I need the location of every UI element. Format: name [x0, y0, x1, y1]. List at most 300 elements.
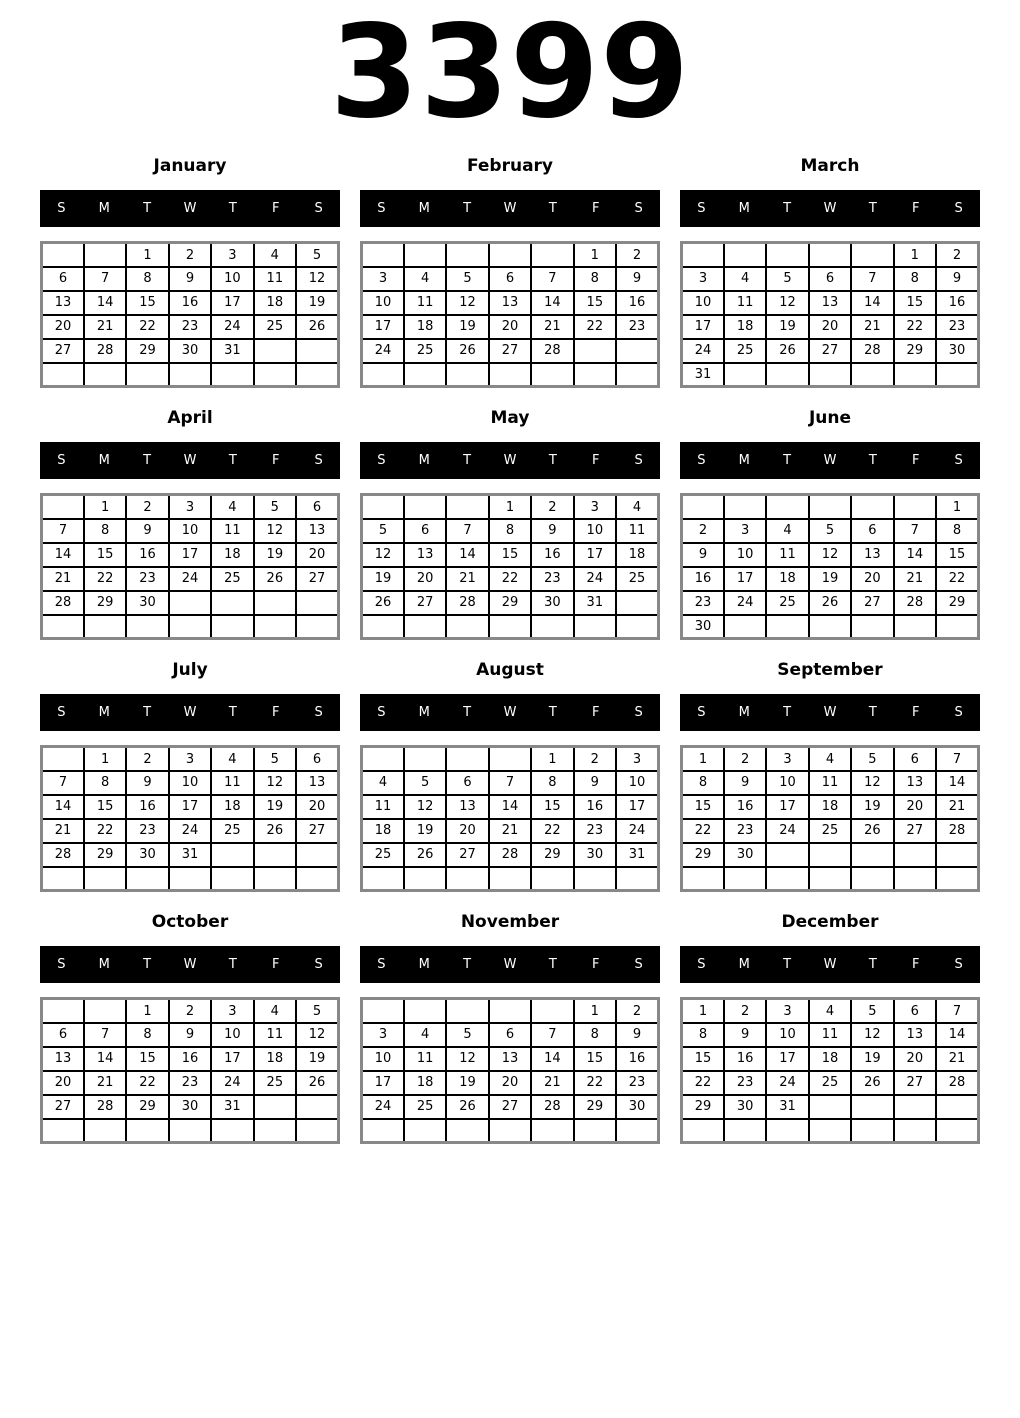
- week-row: [682, 315, 979, 339]
- weekday-label: W: [823, 705, 837, 721]
- day-cell: 6: [489, 1023, 531, 1047]
- week-row: [362, 615, 659, 639]
- weekday-label: T: [783, 453, 792, 469]
- day-cell: 4: [211, 747, 253, 771]
- day-cell: 9: [126, 771, 168, 795]
- weekday-label: S: [314, 453, 323, 469]
- weekday-label: F: [911, 957, 920, 973]
- day-cell: 30: [724, 843, 766, 867]
- day-cell: 24: [211, 1071, 253, 1095]
- months-grid: [0, 156, 1020, 1144]
- day-cell: 1: [574, 243, 616, 267]
- empty-day-cell: [362, 1119, 404, 1143]
- weekday-label: T: [868, 453, 877, 469]
- weekday-label: S: [377, 705, 386, 721]
- day-cell: 23: [169, 1071, 211, 1095]
- day-cell: 17: [616, 795, 658, 819]
- day-cell: 5: [809, 519, 851, 543]
- empty-day-cell: [809, 363, 851, 387]
- weekday-label: T: [868, 957, 877, 973]
- month-december: [680, 912, 980, 1144]
- week-row: [362, 1047, 659, 1071]
- empty-day-cell: [296, 867, 338, 891]
- day-cell: 30: [724, 1095, 766, 1119]
- day-cell: 14: [84, 1047, 126, 1071]
- week-row: [362, 519, 659, 543]
- day-cell: 11: [766, 543, 808, 567]
- weekday-label: S: [697, 201, 706, 217]
- weekday-header-row: [360, 946, 660, 983]
- day-cell: 8: [531, 771, 573, 795]
- empty-day-cell: [766, 363, 808, 387]
- day-cell: 15: [84, 543, 126, 567]
- week-row: [42, 795, 339, 819]
- day-cell: 23: [724, 1071, 766, 1095]
- day-cell: 25: [362, 843, 404, 867]
- weekday-label: T: [868, 201, 877, 217]
- day-cell: 3: [766, 999, 808, 1023]
- day-cell: 16: [936, 291, 978, 315]
- day-cell: 10: [574, 519, 616, 543]
- weekday-label: T: [463, 453, 472, 469]
- weekday-label: S: [634, 201, 643, 217]
- empty-day-cell: [894, 363, 936, 387]
- month-title: March: [800, 156, 860, 177]
- weekday-label: S: [634, 957, 643, 973]
- month-title: September: [777, 660, 883, 681]
- day-cell: 18: [362, 819, 404, 843]
- day-cell: 24: [169, 567, 211, 591]
- weekday-label: M: [738, 705, 750, 721]
- empty-day-cell: [84, 615, 126, 639]
- month-day-grid: [360, 997, 660, 1144]
- day-cell: 23: [616, 315, 658, 339]
- day-cell: 11: [211, 771, 253, 795]
- month-title: November: [460, 912, 560, 933]
- weekday-label: T: [463, 957, 472, 973]
- day-cell: 18: [211, 795, 253, 819]
- day-cell: 10: [169, 519, 211, 543]
- weekday-label: T: [868, 705, 877, 721]
- empty-day-cell: [254, 867, 296, 891]
- weekday-label: T: [143, 957, 152, 973]
- day-cell: 12: [254, 771, 296, 795]
- empty-day-cell: [851, 615, 893, 639]
- week-row: [42, 243, 339, 267]
- week-row: [42, 339, 339, 363]
- month-day-grid: [680, 493, 980, 640]
- day-cell: 6: [851, 519, 893, 543]
- week-row: [42, 999, 339, 1023]
- week-row: [42, 543, 339, 567]
- empty-day-cell: [809, 495, 851, 519]
- empty-day-cell: [574, 615, 616, 639]
- empty-day-cell: [851, 495, 893, 519]
- day-cell: 20: [489, 315, 531, 339]
- day-cell: 8: [489, 519, 531, 543]
- day-cell: 14: [851, 291, 893, 315]
- day-cell: 29: [682, 1095, 724, 1119]
- day-cell: 20: [296, 795, 338, 819]
- day-cell: 4: [766, 519, 808, 543]
- weekday-label: T: [228, 201, 237, 217]
- empty-day-cell: [362, 615, 404, 639]
- empty-day-cell: [296, 1095, 338, 1119]
- day-cell: 30: [126, 591, 168, 615]
- empty-day-cell: [42, 363, 84, 387]
- month-title: July: [172, 660, 208, 681]
- weekday-label: T: [228, 957, 237, 973]
- day-cell: 11: [254, 267, 296, 291]
- day-cell: 31: [682, 363, 724, 387]
- day-cell: 27: [809, 339, 851, 363]
- day-cell: 13: [404, 543, 446, 567]
- empty-day-cell: [42, 867, 84, 891]
- day-cell: 2: [936, 243, 978, 267]
- weekday-label: W: [503, 957, 517, 973]
- month-day-grid: [40, 745, 340, 892]
- day-cell: 20: [42, 315, 84, 339]
- weekday-label: S: [377, 957, 386, 973]
- empty-day-cell: [211, 843, 253, 867]
- day-cell: 10: [362, 291, 404, 315]
- day-cell: 3: [574, 495, 616, 519]
- day-cell: 22: [126, 1071, 168, 1095]
- weekday-label: W: [503, 453, 517, 469]
- day-cell: 17: [766, 795, 808, 819]
- day-cell: 25: [211, 567, 253, 591]
- day-cell: 15: [936, 543, 978, 567]
- day-cell: 27: [404, 591, 446, 615]
- day-cell: 22: [126, 315, 168, 339]
- empty-day-cell: [254, 843, 296, 867]
- weekday-label: T: [143, 453, 152, 469]
- day-cell: 19: [809, 567, 851, 591]
- empty-day-cell: [766, 243, 808, 267]
- weekday-label: T: [463, 705, 472, 721]
- empty-day-cell: [84, 867, 126, 891]
- month-february: [360, 156, 660, 388]
- weekday-label: F: [271, 957, 280, 973]
- week-row: [362, 867, 659, 891]
- day-cell: 5: [851, 747, 893, 771]
- empty-day-cell: [489, 1119, 531, 1143]
- empty-day-cell: [851, 1119, 893, 1143]
- week-row: [362, 747, 659, 771]
- weekday-label: W: [183, 453, 197, 469]
- day-cell: 11: [362, 795, 404, 819]
- empty-day-cell: [616, 363, 658, 387]
- day-cell: 19: [851, 795, 893, 819]
- weekday-label: F: [591, 705, 600, 721]
- day-cell: 2: [724, 747, 766, 771]
- weekday-label: T: [463, 201, 472, 217]
- day-cell: 26: [851, 1071, 893, 1095]
- day-cell: 8: [84, 771, 126, 795]
- day-cell: 17: [169, 795, 211, 819]
- empty-day-cell: [84, 243, 126, 267]
- weekday-label: M: [738, 453, 750, 469]
- day-cell: 7: [936, 999, 978, 1023]
- day-cell: 5: [446, 267, 488, 291]
- day-cell: 26: [254, 567, 296, 591]
- week-row: [42, 315, 339, 339]
- day-cell: 11: [404, 1047, 446, 1071]
- day-cell: 10: [616, 771, 658, 795]
- day-cell: 19: [296, 1047, 338, 1071]
- day-cell: 1: [489, 495, 531, 519]
- empty-day-cell: [296, 591, 338, 615]
- month-day-grid: [360, 493, 660, 640]
- weekday-label: T: [783, 957, 792, 973]
- empty-day-cell: [724, 243, 766, 267]
- empty-day-cell: [404, 615, 446, 639]
- weekday-label: S: [377, 453, 386, 469]
- weekday-label: M: [418, 201, 430, 217]
- weekday-header-row: [360, 442, 660, 479]
- day-cell: 12: [296, 267, 338, 291]
- empty-day-cell: [616, 1119, 658, 1143]
- day-cell: 26: [254, 819, 296, 843]
- day-cell: 12: [404, 795, 446, 819]
- day-cell: 13: [894, 771, 936, 795]
- month-title: August: [476, 660, 544, 681]
- empty-day-cell: [851, 1095, 893, 1119]
- day-cell: 24: [766, 1071, 808, 1095]
- day-cell: 1: [894, 243, 936, 267]
- day-cell: 17: [724, 567, 766, 591]
- month-october: [40, 912, 340, 1144]
- day-cell: 5: [296, 243, 338, 267]
- weekday-label: T: [783, 705, 792, 721]
- day-cell: 21: [851, 315, 893, 339]
- day-cell: 31: [766, 1095, 808, 1119]
- day-cell: 25: [766, 591, 808, 615]
- empty-day-cell: [489, 867, 531, 891]
- week-row: [42, 591, 339, 615]
- week-row: [362, 567, 659, 591]
- day-cell: 12: [446, 291, 488, 315]
- day-cell: 7: [84, 1023, 126, 1047]
- empty-day-cell: [446, 495, 488, 519]
- weekday-label: S: [314, 705, 323, 721]
- weekday-header-row: [680, 694, 980, 731]
- week-row: [42, 1119, 339, 1143]
- day-cell: 14: [894, 543, 936, 567]
- weekday-label: S: [57, 705, 66, 721]
- day-cell: 14: [936, 771, 978, 795]
- empty-day-cell: [362, 243, 404, 267]
- day-cell: 12: [362, 543, 404, 567]
- empty-day-cell: [851, 843, 893, 867]
- week-row: [682, 747, 979, 771]
- day-cell: 30: [682, 615, 724, 639]
- empty-day-cell: [894, 495, 936, 519]
- day-cell: 2: [126, 495, 168, 519]
- empty-day-cell: [446, 999, 488, 1023]
- empty-day-cell: [809, 1095, 851, 1119]
- day-cell: 28: [531, 339, 573, 363]
- day-cell: 21: [42, 819, 84, 843]
- day-cell: 11: [809, 1023, 851, 1047]
- weekday-label: M: [418, 705, 430, 721]
- empty-day-cell: [42, 615, 84, 639]
- empty-day-cell: [531, 1119, 573, 1143]
- empty-day-cell: [531, 867, 573, 891]
- week-row: [682, 999, 979, 1023]
- day-cell: 10: [724, 543, 766, 567]
- day-cell: 8: [574, 1023, 616, 1047]
- week-row: [362, 1023, 659, 1047]
- day-cell: 27: [894, 1071, 936, 1095]
- day-cell: 3: [724, 519, 766, 543]
- week-row: [682, 567, 979, 591]
- month-day-grid: [680, 241, 980, 388]
- day-cell: 25: [211, 819, 253, 843]
- weekday-label: T: [548, 957, 557, 973]
- day-cell: 29: [126, 339, 168, 363]
- day-cell: 19: [296, 291, 338, 315]
- week-row: [682, 843, 979, 867]
- empty-day-cell: [404, 363, 446, 387]
- weekday-label: M: [738, 201, 750, 217]
- year-title: 3399: [329, 0, 691, 147]
- month-day-grid: [40, 493, 340, 640]
- week-row: [42, 843, 339, 867]
- weekday-label: S: [954, 957, 963, 973]
- day-cell: 17: [682, 315, 724, 339]
- week-row: [42, 771, 339, 795]
- day-cell: 5: [296, 999, 338, 1023]
- day-cell: 15: [126, 1047, 168, 1071]
- empty-day-cell: [489, 243, 531, 267]
- day-cell: 20: [851, 567, 893, 591]
- week-row: [362, 795, 659, 819]
- empty-day-cell: [894, 1095, 936, 1119]
- day-cell: 27: [489, 339, 531, 363]
- week-row: [362, 1119, 659, 1143]
- day-cell: 21: [894, 567, 936, 591]
- day-cell: 30: [936, 339, 978, 363]
- day-cell: 9: [169, 1023, 211, 1047]
- empty-day-cell: [446, 1119, 488, 1143]
- day-cell: 21: [84, 315, 126, 339]
- day-cell: 21: [531, 1071, 573, 1095]
- weekday-label: W: [823, 453, 837, 469]
- weekday-label: S: [697, 705, 706, 721]
- day-cell: 12: [851, 1023, 893, 1047]
- empty-day-cell: [211, 591, 253, 615]
- empty-day-cell: [84, 1119, 126, 1143]
- day-cell: 30: [169, 1095, 211, 1119]
- weekday-label: F: [911, 453, 920, 469]
- day-cell: 14: [531, 1047, 573, 1071]
- weekday-label: M: [738, 957, 750, 973]
- day-cell: 5: [254, 495, 296, 519]
- day-cell: 31: [211, 339, 253, 363]
- week-row: [682, 243, 979, 267]
- day-cell: 26: [766, 339, 808, 363]
- weekday-label: S: [634, 705, 643, 721]
- empty-day-cell: [211, 363, 253, 387]
- empty-day-cell: [126, 363, 168, 387]
- day-cell: 25: [404, 339, 446, 363]
- weekday-label: M: [418, 957, 430, 973]
- empty-day-cell: [169, 591, 211, 615]
- day-cell: 7: [84, 267, 126, 291]
- empty-day-cell: [169, 867, 211, 891]
- day-cell: 23: [126, 819, 168, 843]
- empty-day-cell: [254, 363, 296, 387]
- day-cell: 27: [296, 819, 338, 843]
- empty-day-cell: [84, 363, 126, 387]
- empty-day-cell: [404, 495, 446, 519]
- empty-day-cell: [574, 363, 616, 387]
- empty-day-cell: [574, 339, 616, 363]
- day-cell: 23: [169, 315, 211, 339]
- week-row: [42, 567, 339, 591]
- weekday-label: F: [591, 957, 600, 973]
- week-row: [42, 867, 339, 891]
- day-cell: 3: [169, 747, 211, 771]
- day-cell: 20: [42, 1071, 84, 1095]
- day-cell: 9: [724, 1023, 766, 1047]
- weekday-label: S: [57, 201, 66, 217]
- week-row: [362, 291, 659, 315]
- day-cell: 4: [254, 999, 296, 1023]
- day-cell: 31: [169, 843, 211, 867]
- day-cell: 27: [489, 1095, 531, 1119]
- day-cell: 8: [682, 1023, 724, 1047]
- day-cell: 2: [126, 747, 168, 771]
- weekday-label: M: [98, 957, 110, 973]
- weekday-label: S: [57, 957, 66, 973]
- day-cell: 4: [404, 267, 446, 291]
- weekday-label: T: [548, 453, 557, 469]
- day-cell: 13: [42, 1047, 84, 1071]
- weekday-label: F: [591, 201, 600, 217]
- weekday-label: F: [911, 201, 920, 217]
- weekday-label: F: [591, 453, 600, 469]
- day-cell: 5: [446, 1023, 488, 1047]
- empty-day-cell: [296, 363, 338, 387]
- week-row: [362, 1095, 659, 1119]
- day-cell: 9: [531, 519, 573, 543]
- day-cell: 16: [126, 795, 168, 819]
- weekday-label: T: [548, 201, 557, 217]
- day-cell: 22: [936, 567, 978, 591]
- day-cell: 16: [616, 1047, 658, 1071]
- weekday-label: W: [183, 957, 197, 973]
- day-cell: 4: [404, 1023, 446, 1047]
- day-cell: 26: [404, 843, 446, 867]
- day-cell: 16: [682, 567, 724, 591]
- empty-day-cell: [126, 615, 168, 639]
- day-cell: 24: [362, 1095, 404, 1119]
- week-row: [682, 291, 979, 315]
- day-cell: 5: [851, 999, 893, 1023]
- empty-day-cell: [42, 243, 84, 267]
- day-cell: 13: [296, 771, 338, 795]
- day-cell: 11: [404, 291, 446, 315]
- day-cell: 24: [616, 819, 658, 843]
- weekday-label: S: [377, 201, 386, 217]
- week-row: [682, 867, 979, 891]
- day-cell: 5: [766, 267, 808, 291]
- day-cell: 23: [682, 591, 724, 615]
- day-cell: 28: [84, 339, 126, 363]
- day-cell: 22: [84, 819, 126, 843]
